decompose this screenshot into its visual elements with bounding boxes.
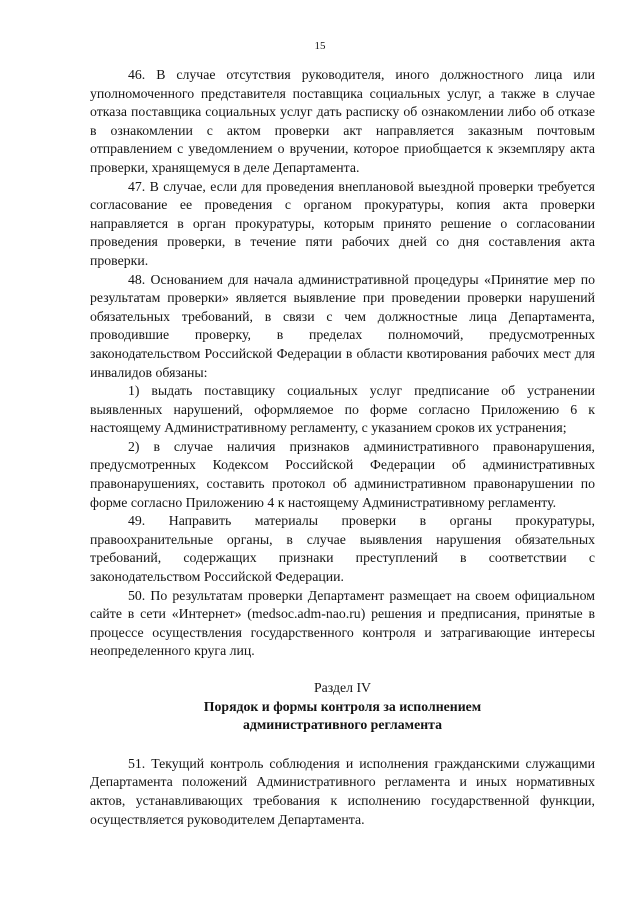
paragraph-50: 50. По результатам проверки Департамент размещает на своем официальном сайте в сети «Интернет» (medsoc.adm-nao.ru) решения и предписания, принятые в процессе осуществления государственного контроля и затрагивающие интересы неопределенного круга лиц.: [90, 587, 595, 659]
paragraph-48: 48. Основанием для начала административной процедуры «Принятие мер по результатам проверки» является выявление при проведении проверки нарушений обязательных требований, в связи с чем должностные лица Департамента, проводившие проверку, в пределах полномочий, предусмотренных законодательством Российской Федерации в области квотирования рабочих мест для инвалидов обязаны:: [90, 271, 595, 380]
paragraph-47: 47. В случае, если для проведения внеплановой выездной проверки требуется согласование ее проведения с органом прокуратуры, копия акта проверки направляется в орган прокуратуры, которым принято решение о согласовании проведения проверки, в течение пяти рабочих дней со дня составления акта проверки.: [90, 178, 595, 268]
document-body: [90, 66, 595, 829]
paragraph-51: 51. Текущий контроль соблюдения и исполнения гражданскими служащими Департамента положений Административного регламента и иных нормативных актов, устанавливающих требования к исполнению государственной функции, осуществляется руководителем Департамента.: [90, 755, 595, 827]
section-number: Раздел IV: [313, 680, 372, 695]
paragraph-49: 49. Направить материалы проверки в органы прокуратуры, правоохранительные органы, в случае выявления нарушения обязательных требований, содержащих признаки преступлений в соответствии с законодательством Российской Федерации.: [90, 513, 595, 585]
paragraph-48-item-2: 2) в случае наличия признаков административного правонарушения, предусмотренных Кодексом Российской Федерации об административных правонарушениях, составить протокол об административном правонарушении по форме согласно Приложению 4 к настоящему Административному регламенту.: [90, 438, 595, 510]
section-title-line-2: административного регламента: [242, 717, 443, 733]
paragraph-46: 46. В случае отсутствия руководителя, иного должностного лица или уполномоченного представителя поставщика социальных услуг, а также в случае отказа поставщика социальных услуг дать расписку об ознакомлении либо об отказе в ознакомлении с актом проверки акт направляется заказным почтовым отправлением с уведомлением о вручении, которое приобщается к экземпляру акта проверки, хранящемуся в деле Департамента.: [90, 67, 595, 175]
page-number: 15: [314, 40, 326, 52]
section-heading: [90, 679, 595, 735]
section-title-line-1: Порядок и формы контроля за исполнением: [203, 698, 482, 714]
paragraph-48-item-1: 1) выдать поставщику социальных услуг предписание об устранении выявленных нарушений, оформляемое по форме согласно Приложению 6 к настоящему Административному регламенту, с указанием сроков их устранения;: [90, 383, 595, 436]
